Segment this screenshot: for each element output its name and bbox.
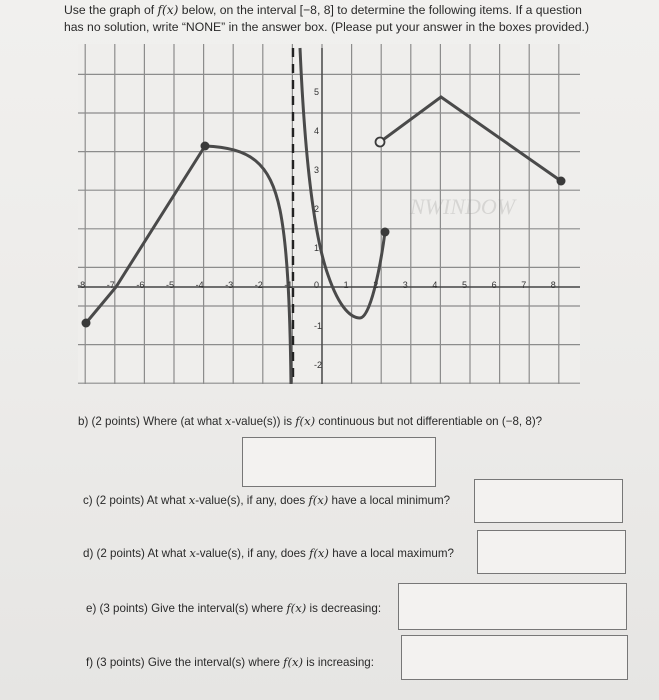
x-tick-label: 4 — [432, 280, 438, 290]
x-tick-label: 3 — [402, 280, 408, 290]
closed-point-right-end — [557, 177, 566, 186]
x-tick-label: 1 — [343, 280, 349, 290]
graph-watermark: NWINDOW — [410, 194, 516, 219]
x-tick-label: 2 — [373, 280, 379, 290]
y-tick-label: 2 — [314, 204, 320, 214]
question-f: f) (3 points) Give the interval(s) where f(x) is increasing: — [86, 655, 374, 669]
x-tick-label: -6 — [136, 280, 145, 290]
x-tick-label: -3 — [225, 280, 234, 290]
answer-box-b[interactable] — [242, 437, 436, 487]
y-tick-label: -2 — [314, 360, 323, 370]
instructions-line-1: Use the graph of f(x) below, on the interval [−8, 8] to determine the following items. If a question — [64, 3, 582, 17]
answer-box-c[interactable] — [474, 479, 623, 523]
instructions-line-2: has no solution, write “NONE” in the answer box. (Please put your answer in the boxes provided.) — [64, 20, 589, 34]
x-tick-label: -8 — [77, 280, 86, 290]
x-tick-label: -7 — [106, 280, 115, 290]
y-tick-label: 1 — [314, 243, 320, 253]
closed-point-left-end — [82, 319, 91, 328]
x-tick-label: -4 — [195, 280, 204, 290]
x-tick-label: -5 — [166, 280, 175, 290]
closed-point-peak — [201, 142, 210, 151]
question-b: b) (2 points) Where (at what x-value(s)) is f(x) continuous but not differentiable on (−8, 8)? — [78, 414, 543, 428]
answer-box-f[interactable] — [401, 635, 628, 680]
question-e: e) (3 points) Give the interval(s) where f(x) is decreasing: — [86, 601, 382, 615]
y-tick-label: 3 — [314, 165, 320, 175]
closed-point-jump — [381, 228, 390, 237]
answer-box-d[interactable] — [477, 530, 626, 574]
question-c: c) (2 points) At what x-value(s), if any, does f(x) have a local minimum? — [83, 493, 451, 507]
x-tick-label: 0 — [314, 280, 320, 290]
open-point-jump — [376, 138, 385, 147]
x-tick-label: 5 — [462, 280, 468, 290]
x-tick-label: 8 — [550, 280, 556, 290]
y-tick-label: -1 — [314, 321, 323, 331]
y-tick-label: 5 — [314, 87, 320, 97]
x-tick-label: 7 — [521, 280, 527, 290]
question-d: d) (2 points) At what x-value(s), if any, does f(x) have a local maximum? — [83, 546, 454, 560]
answer-box-e[interactable] — [398, 583, 627, 630]
x-tick-label: 6 — [491, 280, 497, 290]
y-tick-label: 4 — [314, 126, 320, 136]
x-tick-label: -1 — [284, 280, 293, 290]
x-tick-label: -2 — [254, 280, 263, 290]
